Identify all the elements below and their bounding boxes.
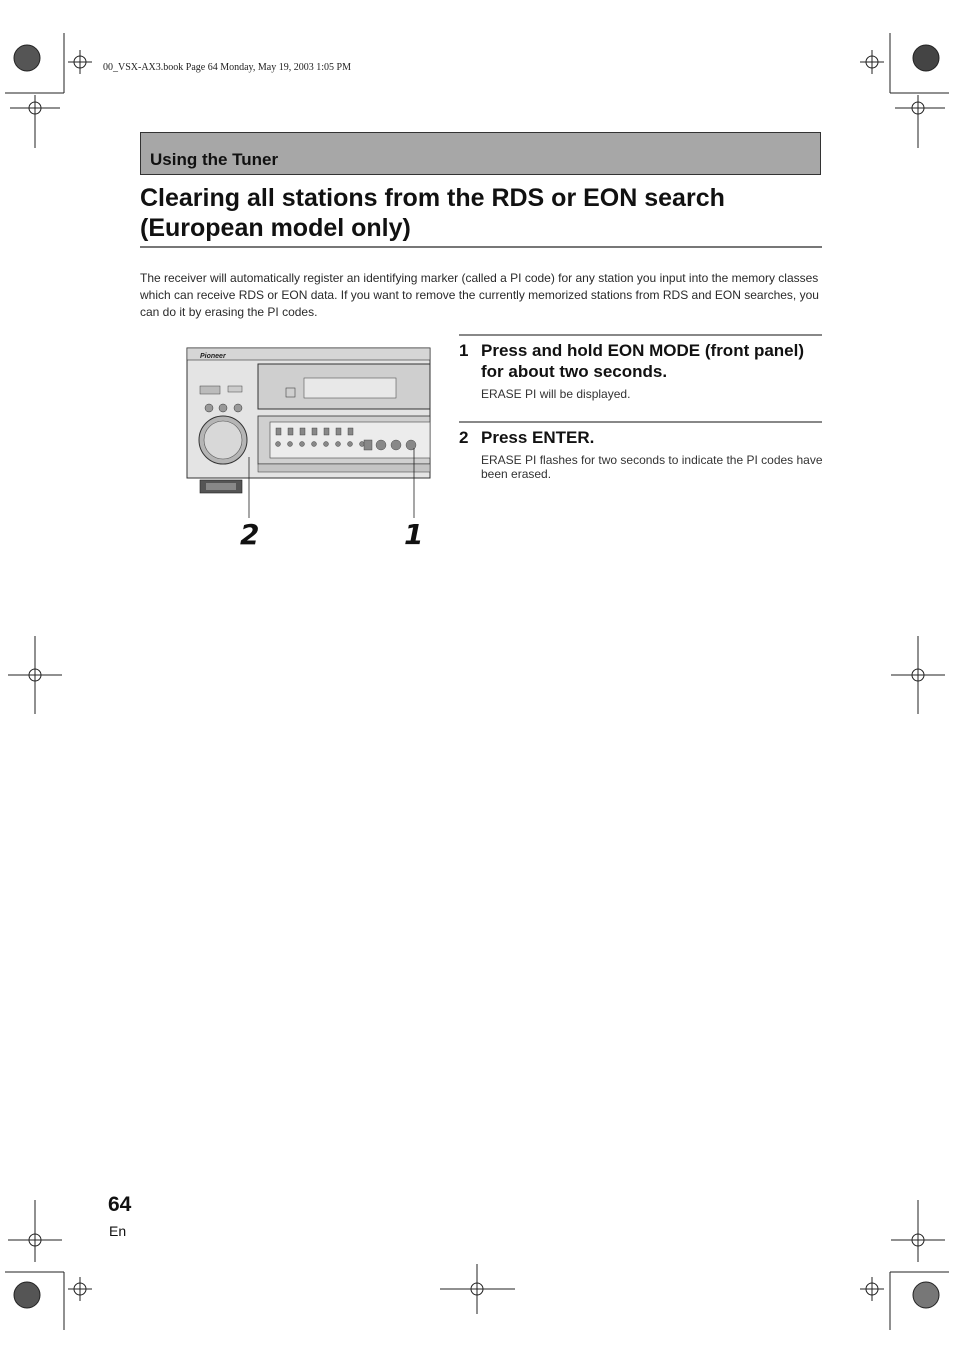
step-1-number: 1 (459, 341, 469, 360)
callout-step-2: 2 (240, 518, 260, 551)
page-number: 64 (108, 1193, 132, 1216)
step-2-rule (459, 421, 822, 423)
step-2-heading (459, 427, 822, 448)
receiver-front-panel-illustration (180, 340, 440, 560)
language-label: En (109, 1223, 127, 1239)
step-1-heading-text: Press and hold EON MODE (front panel) for about two seconds. (481, 341, 805, 381)
page-title-line1: Clearing all stations from the RDS or EON search (140, 184, 725, 212)
print-header: 00_VSX-AX3.book Page 64 Monday, May 19, 2003 1:05 PM (103, 62, 351, 73)
section-title: Using the Tuner (150, 150, 279, 169)
step-2-number: 2 (459, 428, 469, 447)
page-title (140, 183, 821, 243)
callout-step-1: 1 (404, 518, 424, 551)
step-2-heading-text: Press ENTER. (481, 428, 595, 447)
section-header-bar (140, 132, 821, 175)
step-2-body: ERASE PI flashes for two seconds to indicate the PI codes have been erased. (481, 453, 823, 481)
step-1-heading (459, 340, 822, 382)
pioneer-logo: Pioneer (200, 353, 226, 360)
page-title-line2: (European model only) (140, 214, 411, 242)
intro-paragraph: The receiver will automatically register an identifying marker (called a PI code) for any station you input into the memory classes which can receive RDS or EON data. If you want to remove the currently memorized stations from RDS and EON searches, you can do it by erasing the PI codes. (140, 271, 819, 319)
step-1-rule (459, 334, 822, 336)
step-1-body: ERASE PI will be displayed. (481, 387, 631, 401)
title-rule (140, 246, 822, 248)
